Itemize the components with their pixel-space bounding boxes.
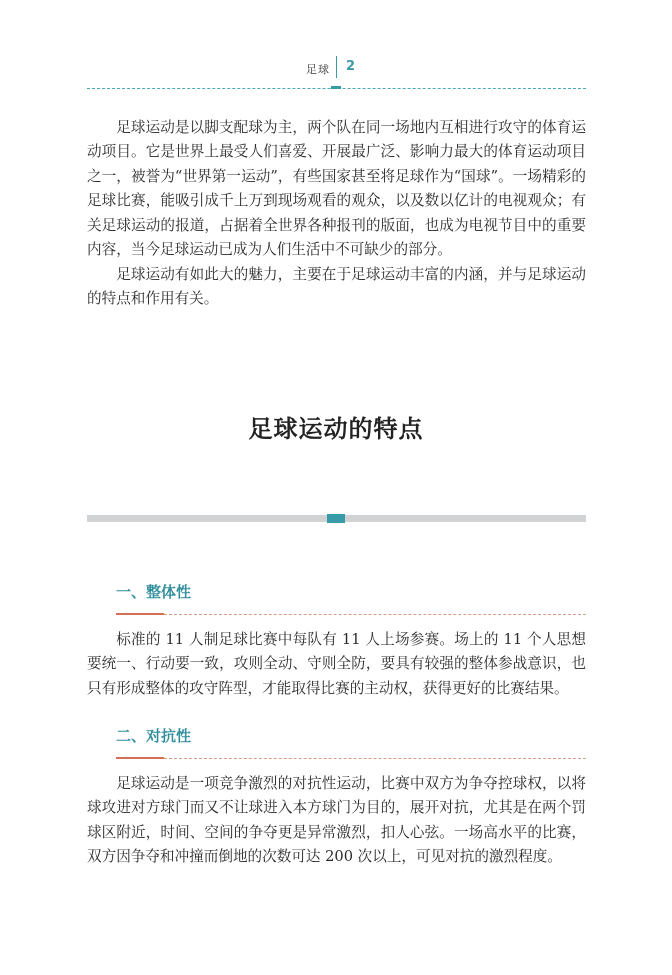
subsection-rule-solid-1 xyxy=(116,613,164,615)
subsection-heading-1: 一、整体性 xyxy=(116,583,192,601)
header-title: 足球 xyxy=(306,63,330,76)
section-title: 足球运动的特点 xyxy=(248,415,424,443)
subsection-body-1: 标准的 11 人制足球比赛中每队有 11 人上场参赛。场上的 11 个人思想要统一、行动要一致，攻则全动、守则全防，要具有较强的整体参战意识，也只有形成整体的攻守阵型，才能取得比赛的主动权，获得更好的比赛结果。 xyxy=(87,631,586,697)
subsection-rule-dashed-2 xyxy=(164,758,586,759)
subsection-rule-dashed-1 xyxy=(164,614,586,615)
header-separator xyxy=(336,56,337,78)
running-header xyxy=(0,56,672,82)
header-rule-marker xyxy=(331,86,341,89)
intro-paragraph-2: 足球运动有如此大的魅力，主要在于足球运动丰富的内涵，并与足球运动的特点和作用有关。 xyxy=(87,266,586,308)
page-number: 2 xyxy=(346,59,356,74)
subsection-rule-solid-2 xyxy=(116,757,164,759)
subsection-heading-2: 二、对抗性 xyxy=(116,727,192,745)
section-divider-accent xyxy=(327,514,345,523)
intro-paragraph-1: 足球运动是以脚支配球为主，两个队在同一场地内互相进行攻守的体育运动项目。它是世界上最受人们喜爱、开展最广泛、影响力最大的体育运动项目之一，被誉为“世界第一运动”，有些国家甚至将足球作为“国球”。一场精彩的足球比赛，能吸引成千上万到现场观看的观众，以及数以亿计的电视观众；有关足球运动的报道，占据着全世界各种报刊的版面，也成为电视节目中的重要内容，当今足球运动已成为人们生活中不可缺少的部分。 xyxy=(87,119,586,259)
subsection-body-2: 足球运动是一项竞争激烈的对抗性运动，比赛中双方为争夺控球权，以将球攻进对方球门而又不让球进入本方球门为目的，展开对抗，尤其是在两个罚球区附近，时间、空间的争夺更是异常激烈，扣人心弦。一场高水平的比赛，双方因争夺和冲撞而倒地的次数可达 200 次以上，可见对抗的激烈程度。 xyxy=(87,775,586,866)
